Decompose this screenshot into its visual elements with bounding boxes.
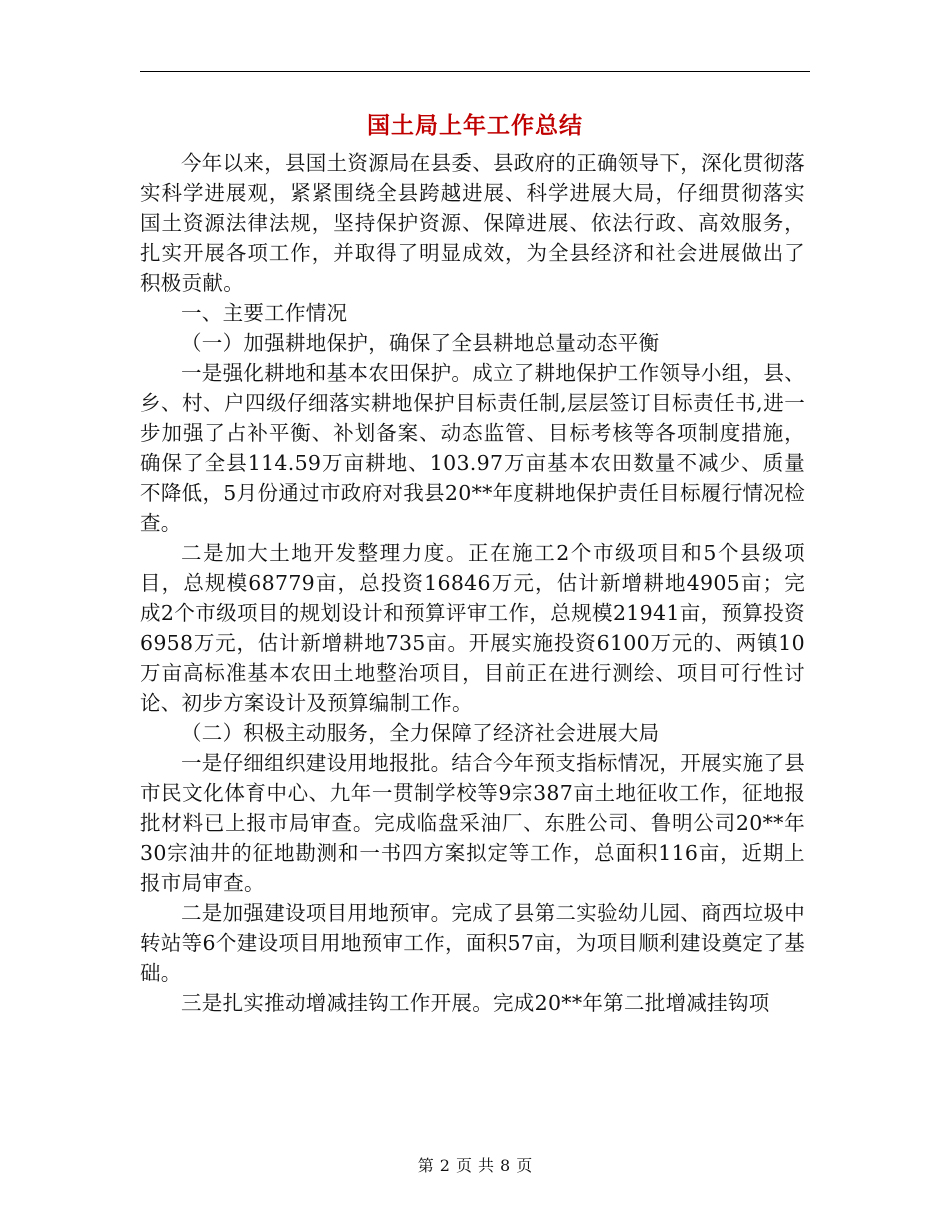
- page-footer: [140, 1156, 810, 1176]
- footer-page-suffix: 页: [516, 1156, 533, 1175]
- document-body: [140, 148, 805, 1018]
- paragraph-land-approval: 一是仔细组织建设用地报批。结合今年预支指标情况，开展实施了县市民文化体育中心、九年一贯制学校等9宗387亩土地征收工作，征地报批材料已上报市局审查。完成临盘采油厂、东胜公司、鲁明公司20**年30宗油井的征地勘测和一书四方案拟定等工作，总面积116亩，近期上报市局审查。: [140, 751, 805, 895]
- paragraph-project-preview: 二是加强建设项目用地预审。完成了县第二实验幼儿园、商西垃圾中转站等6个建设项目用地预审工作，面积57亩，为项目顺利建设奠定了基础。: [140, 901, 805, 985]
- subsection-heading-service: （二）积极主动服务，全力保障了经济社会进展大局: [181, 721, 660, 745]
- footer-page-mid: 页: [455, 1156, 472, 1175]
- footer-page-total: 8: [500, 1156, 511, 1175]
- footer-page-current: 2: [439, 1156, 450, 1175]
- header-rule: [140, 71, 810, 72]
- paragraph-farmland-protection: 一是强化耕地和基本农田保护。成立了耕地保护工作领导小组，县、乡、村、户四级仔细落实耕地保护目标责任制,层层签订目标责任书,进一步加强了占补平衡、补划备案、动态监管、目标考核等各项制度措施，确保了全县114.59万亩耕地、103.97万亩基本农田数量不减少、质量不降低，5月份通过市政府对我县20**年度耕地保护责任目标履行情况检查。: [140, 361, 805, 535]
- subsection-heading-farmland: （一）加强耕地保护，确保了全县耕地总量动态平衡: [181, 331, 660, 355]
- document-title: 国土局上年工作总结: [367, 113, 583, 139]
- section-heading-main-work: 一、主要工作情况: [181, 301, 348, 325]
- paragraph-intro: 今年以来，县国土资源局在县委、县政府的正确领导下，深化贯彻落实科学进展观，紧紧围绕全县跨越进展、科学进展大局，仔细贯彻落实国土资源法律法规，坚持保护资源、保障进展、依法行政、高效服务，扎实开展各项工作，并取得了明显成效，为全县经济和社会进展做出了积极贡献。: [140, 151, 805, 295]
- paragraph-linkage-work: 三是扎实推动增减挂钩工作开展。完成20**年第二批增减挂钩项: [181, 991, 770, 1015]
- paragraph-land-development: 二是加大土地开发整理力度。正在施工2个市级项目和5个县级项目，总规模68779亩，总投资16846万元，估计新增耕地4905亩；完成2个市级项目的规划设计和预算评审工作，总规模21941亩，预算投资6958万元，估计新增耕地735亩。开展实施投资6100万元的、两镇10万亩高标准基本农田土地整治项目，目前正在进行测绘、项目可行性讨论、初步方案设计及预算编制工作。: [140, 541, 805, 715]
- footer-page-prefix: 第: [417, 1156, 434, 1175]
- footer-total-prefix: 共: [478, 1156, 495, 1175]
